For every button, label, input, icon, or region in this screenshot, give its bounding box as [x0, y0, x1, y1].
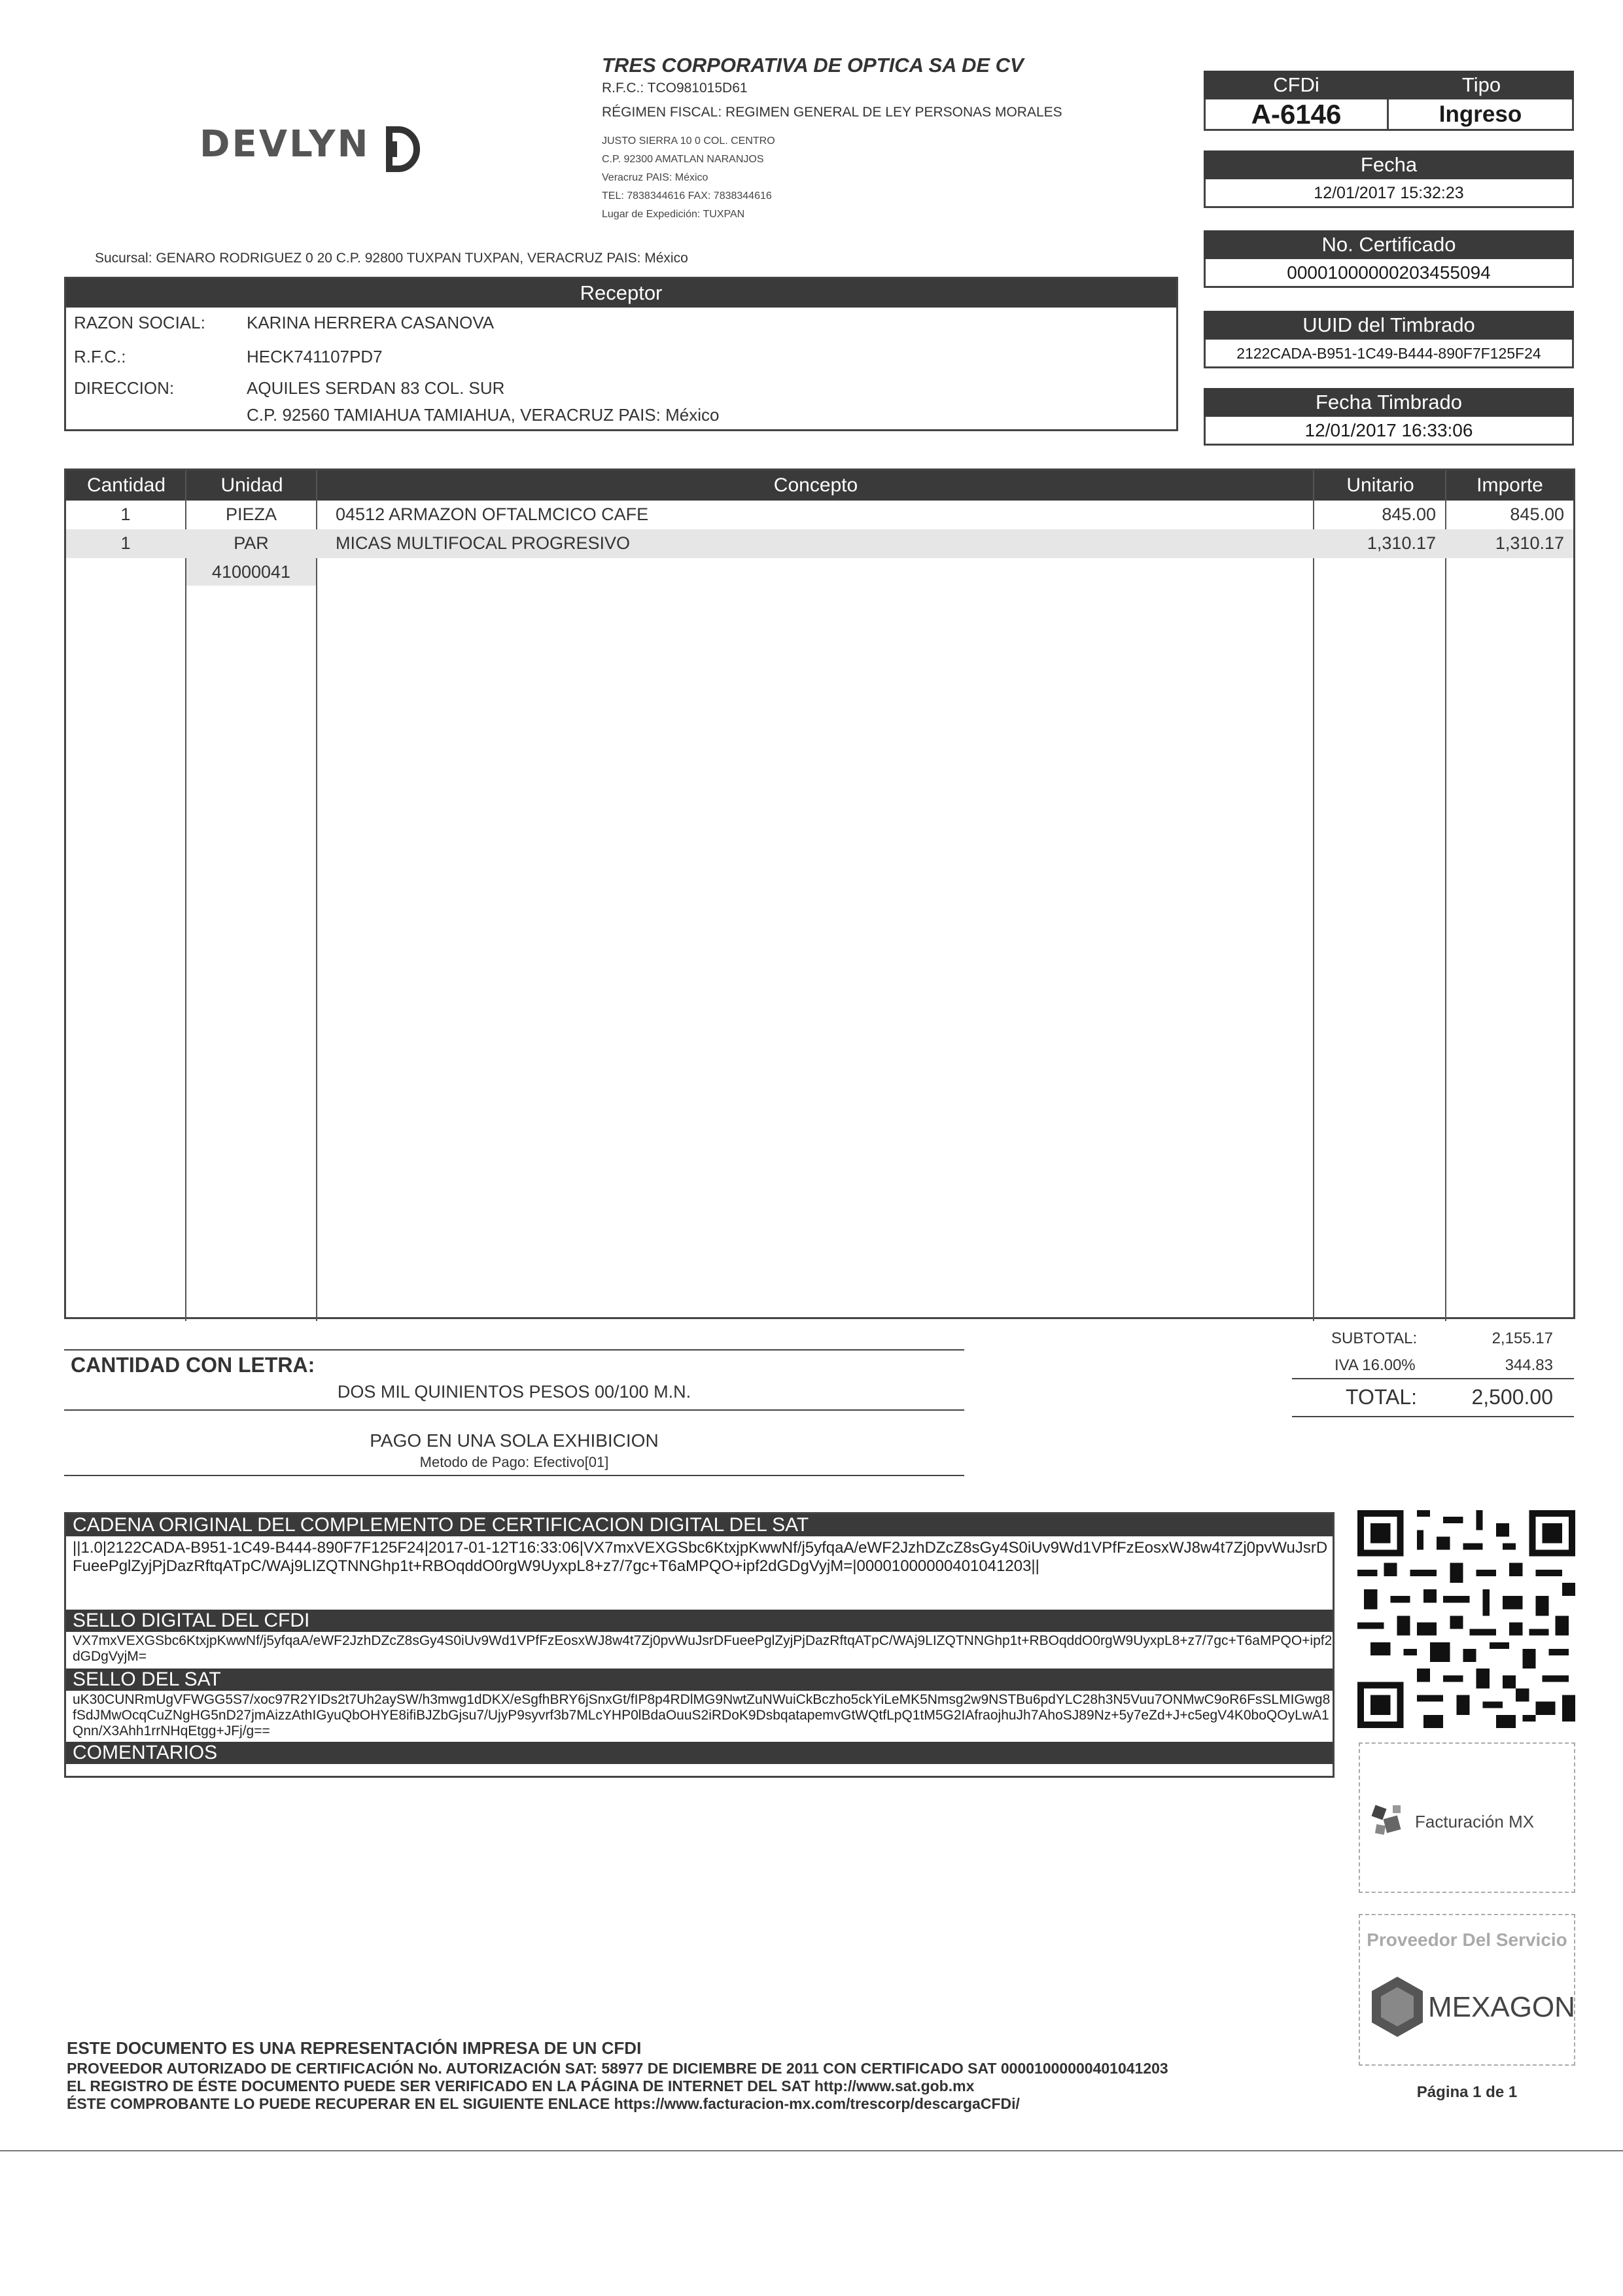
- cfdi-folio: A-6146: [1206, 99, 1389, 129]
- receptor-box: [64, 277, 1178, 431]
- facturacion-mx-text: Facturación MX: [1415, 1812, 1535, 1831]
- cantidad-letra-value: DOS MIL QUINIENTOS PESOS 00/100 M.N.: [337, 1382, 691, 1402]
- sucursal-line: Sucursal: GENARO RODRIGUEZ 0 20 C.P. 92800 TUXPAN TUXPAN, VERACRUZ PAIS: México: [95, 251, 688, 266]
- issuer-address-line: C.P. 92300 AMATLAN NARANJOS: [602, 154, 764, 165]
- facturacion-mx-logo-icon: [1369, 1800, 1415, 1846]
- fecha-box: [1204, 150, 1574, 208]
- cfdi-box: [1204, 71, 1574, 131]
- sello-cfdi-title: SELLO DIGITAL DEL CFDI: [66, 1610, 1333, 1632]
- issuer-address-line: Veracruz PAIS: México: [602, 172, 708, 183]
- fecha-timbrado-value: 12/01/2017 16:33:06: [1204, 417, 1574, 446]
- subtotal-label: SUBTOTAL:: [1331, 1330, 1418, 1347]
- cfdi-tipo: Ingreso: [1439, 101, 1522, 127]
- comentarios-title: COMENTARIOS: [66, 1742, 1333, 1764]
- iva-label: IVA 16.00%: [1335, 1356, 1416, 1374]
- qr-code-icon: [1357, 1510, 1575, 1728]
- subtotal-value: 2,155.17: [1492, 1330, 1553, 1347]
- devlyn-logo-text: DEVLYN: [200, 123, 370, 166]
- razon-social-label: RAZON SOCIAL:: [74, 313, 205, 332]
- table-row: [66, 501, 1573, 529]
- footer-line: EL REGISTRO DE ÉSTE DOCUMENTO PUEDE SER VERIFICADO EN LA PÁGINA DE INTERNET DEL SAT http://www.sat.gob.mx: [67, 2077, 975, 2094]
- facturacion-mx-logo-box: [1359, 1742, 1575, 1893]
- tipo-label: Tipo: [1461, 73, 1501, 96]
- row-unitario: 845.00: [1382, 504, 1436, 524]
- table-row: [66, 529, 1573, 558]
- footer-line: ÉSTE COMPROBANTE LO PUEDE RECUPERAR EN EL SIGUIENTE ENLACE https://www.facturacion-mx.com/trescorp/descargaCFDi/: [67, 2095, 1020, 2112]
- total-label: TOTAL:: [1346, 1385, 1418, 1409]
- cadena-section: [64, 1512, 1335, 1778]
- row-extra-code: 41000041: [186, 558, 316, 586]
- footer-line: ESTE DOCUMENTO ES UNA REPRESENTACIÓN IMPRESA DE UN CFDI: [67, 2038, 642, 2058]
- razon-social-value: KARINA HERRERA CASANOVA: [247, 313, 495, 332]
- receptor-rfc-value: HECK741107PD7: [247, 347, 383, 366]
- row-concepto: 04512 ARMAZON OFTALMCICO CAFE: [336, 504, 649, 524]
- issuer-regimen: RÉGIMEN FISCAL: REGIMEN GENERAL DE LEY PERSONAS MORALES: [602, 105, 1062, 120]
- direccion-label: DIRECCION:: [74, 378, 175, 398]
- row-concepto: MICAS MULTIFOCAL PROGRESIVO: [336, 533, 631, 553]
- items-table: [64, 468, 1575, 1319]
- sello-sat-title: SELLO DEL SAT: [66, 1669, 1333, 1691]
- column-header-importe: Importe: [1446, 470, 1573, 501]
- issuer-address-line: Lugar de Expedición: TUXPAN: [602, 209, 745, 220]
- issuer-address-line: TEL: 7838344616 FAX: 7838344616: [602, 190, 772, 202]
- certificado-value: 00001000000203455094: [1204, 259, 1574, 288]
- issuer-name: TRES CORPORATIVA DE OPTICA SA DE CV: [602, 54, 1024, 77]
- total-value: 2,500.00: [1471, 1385, 1553, 1409]
- cfdi-label: CFDi: [1273, 73, 1319, 96]
- pago-exhibicion: PAGO EN UNA SOLA EXHIBICION: [370, 1430, 659, 1451]
- footer-line: PROVEEDOR AUTORIZADO DE CERTIFICACIÓN No. AUTORIZACIÓN SAT: 58977 DE DICIEMBRE DE 2011 CON CERTIFICADO SAT 00001000000401041203: [67, 2060, 1168, 2077]
- certificado-label: No. Certificado: [1204, 230, 1574, 259]
- direccion-line: C.P. 92560 TAMIAHUA TAMIAHUA, VERACRUZ PAIS: México: [247, 405, 720, 425]
- direccion-line: AQUILES SERDAN 83 COL. SUR: [247, 378, 505, 398]
- proveedor-servicio-label: Proveedor Del Servicio: [1367, 1930, 1567, 1950]
- row-unidad: PIEZA: [225, 504, 277, 524]
- metodo-pago: Metodo de Pago: Efectivo[01]: [419, 1454, 609, 1470]
- sello-sat-text: uK30CUNRmUgVFWGG5S7/xoc97R2YIDs2t7Uh2aySW/h3mwg1dDKX/eSgfhBRY6jSnxGt/fIP8p4RDlMG9NwtZuNWuiCkBczho5ckYiLeMK5Nmsg2w9NSTBu6pdYLC28h3N5Vuu7ONMwC9oR6FsSLMIGwg8fSdJMwOcqCuZNgHG5nD27jmAizzAthIGyuQbOHYE8ifiBJZbGjsu7/UjyP9syvrf3b7MLcYHP0lBdaOuuS2iRDoK9DsbqatapemvGtWQtfLpQ1tM5G2IAfraojhuJh7AhoSJ89Nz+5y7eZd+J+c5egV4K0boQOyLwA1Qnn/X3Ahh1rrNHqEtgg+JFj/g==: [73, 1692, 1331, 1739]
- fecha-label: Fecha: [1204, 150, 1574, 179]
- page-number: Página 1 de 1: [1416, 2083, 1518, 2101]
- row-cantidad: 1: [120, 504, 131, 524]
- iva-value: 344.83: [1505, 1356, 1553, 1374]
- row-unitario: 1,310.17: [1367, 533, 1436, 553]
- issuer-rfc: R.F.C.: TCO981015D61: [602, 80, 748, 96]
- row-importe: 845.00: [1510, 504, 1564, 524]
- row-cantidad: 1: [120, 533, 131, 553]
- receptor-title: Receptor: [66, 279, 1176, 308]
- certificado-box: [1204, 230, 1574, 288]
- receptor-rfc-label: R.F.C.:: [74, 347, 126, 366]
- devlyn-logo-icon: [383, 124, 421, 174]
- fecha-value: 12/01/2017 15:32:23: [1204, 179, 1574, 208]
- fecha-timbrado-label: Fecha Timbrado: [1204, 388, 1574, 417]
- sello-cfdi-text: VX7mxVEXGSbc6KtxjpKwwNf/j5yfqaA/eWF2JzhDZcZ8sGy4S0iUv9Wd1VPfFzEosxWJ8w4t7Zj0pvWuJsrDFueePglZyjPjDazRftqATpC/WAj9LIZQTNNGhp1t+RBOqddO0rgW9UyxpL8+z7/7gc+T6aMPQO+ipf2dGDgVyjM=: [73, 1633, 1333, 1664]
- uuid-label: UUID del Timbrado: [1204, 311, 1574, 340]
- column-header-unidad: Unidad: [186, 470, 317, 501]
- mexagon-hexagon-icon: [1369, 1975, 1425, 2038]
- uuid-box: [1204, 311, 1574, 368]
- column-header-unitario: Unitario: [1314, 470, 1446, 501]
- cadena-text: ||1.0|2122CADA-B951-1C49-B444-890F7F125F24|2017-01-12T16:33:06|VX7mxVEXGSbc6KtxjpKwwNf/j5yfqaA/eWF2JzhDZcZ8sGy4S0iUv9Wd1VPfFzEosxWJ8w4t7Zj0pvWuJsrDFueePglZyjPjDazRftqATpC/WAj9LIZQTNNGhp1t+RBOqddO0rgW9UyxpL8+z7/7gc+T6aMPQO+ipf2dGDgVyjM=|00001000000401041203||: [73, 1539, 1328, 1575]
- mexagon-logo-box: [1359, 1914, 1575, 2066]
- fecha-timbrado-box: [1204, 388, 1574, 446]
- row-importe: 1,310.17: [1495, 533, 1564, 553]
- uuid-value: 2122CADA-B951-1C49-B444-890F7F125F24: [1204, 340, 1574, 368]
- row-unidad: PAR: [234, 533, 269, 553]
- mexagon-text: MEXAGON: [1428, 1991, 1575, 2023]
- column-header-concepto: Concepto: [317, 470, 1314, 501]
- issuer-address-line: JUSTO SIERRA 10 0 COL. CENTRO: [602, 135, 775, 147]
- cantidad-letra-label: CANTIDAD CON LETRA:: [71, 1353, 315, 1377]
- cadena-title: CADENA ORIGINAL DEL COMPLEMENTO DE CERTIFICACION DIGITAL DEL SAT: [66, 1514, 1333, 1536]
- column-header-cantidad: Cantidad: [66, 470, 186, 501]
